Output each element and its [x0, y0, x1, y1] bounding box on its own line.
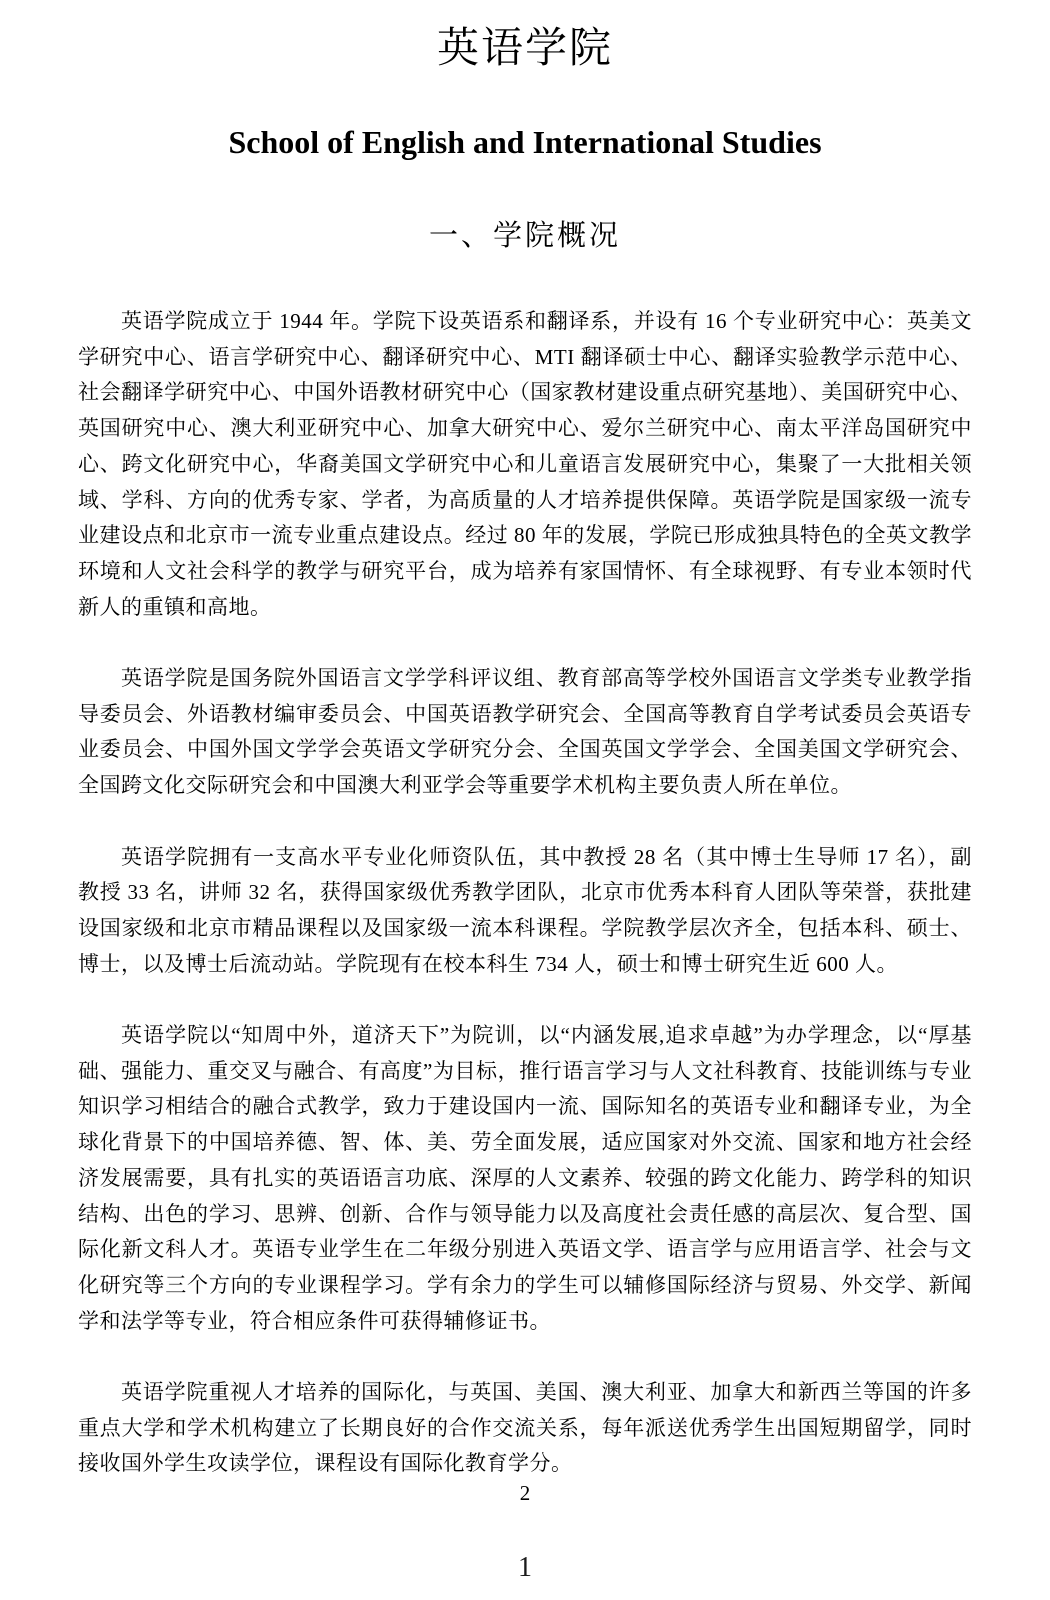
- paragraph: 英语学院是国务院外国语言文学学科评议组、教育部高等学校外国语言文学类专业教学指导委员会、外语教材编审委员会、中国英语教学研究会、全国高等教育自学考试委员会英语专业委员会、中国外国文学学会英语文学研究分会、全国英国文学学会、全国美国文学研究会、全国跨文化交际研究会和中国澳大利亚学会等重要学术机构主要负责人所在单位。: [78, 666, 972, 798]
- paragraph: 英语学院以“知周中外，道济天下”为院训，以“内涵发展,追求卓越”为办学理念，以“厚基础、强能力、重交叉与融合、有高度”为目标，推行语言学习与人文社科教育、技能训练与专业知识学习相结合的融合式教学，致力于建设国内一流、国际知名的英语专业和翻译专业，为全球化背景下的中国培养德、智、体、美、劳全面发展，适应国家对外交流、国家和地方社会经济发展需要，具有扎实的英语语言功底、深厚的人文素养、较强的跨文化能力、跨学科的知识结构、出色的学习、思辨、创新、合作与领导能力以及高度社会责任感的高层次、复合型、国际化新文科人才。英语专业学生在二年级分别进入英语文学、语言学与应用语言学、社会与文化研究等三个方向的专业课程学习。学有余力的学生可以辅修国际经济与贸易、外交学、新闻学和法学等专业，符合相应条件可获得辅修证书。: [78, 1023, 972, 1333]
- paragraph: 英语学院成立于 1944 年。学院下设英语系和翻译系，并设有 16 个专业研究中心：英美文学研究中心、语言学研究中心、翻译研究中心、MTI 翻译硕士中心、翻译实验教学示范中心、社会翻译学研究中心、中国外语教材研究中心（国家教材建设重点研究基地）、美国研究中心、英国研究中心、澳大利亚研究中心、加拿大研究中心、爱尔兰研究中心、南太平洋岛国研究中心、跨文化研究中心，华裔美国文学研究中心和儿童语言发展研究中心，集聚了一大批相关领域、学科、方向的优秀专家、学者，为高质量的人才培养提供保障。英语学院是国家级一流专业建设点和北京市一流专业重点建设点。经过 80 年的发展，学院已形成独具特色的全英文教学环境和人文社会科学的教学与研究平台，成为培养有家国情怀、有全球视野、有专业本领时代新人的重镇和高地。: [78, 309, 972, 619]
- sheet-number: 1: [518, 1552, 532, 1583]
- document-body: [78, 304, 972, 1482]
- page-subtitle: School of English and International Studies: [228, 124, 822, 160]
- page-title: 英语学院: [436, 26, 613, 72]
- paragraph: 英语学院拥有一支高水平专业化师资队伍，其中教授 28 名（其中博士生导师 17 名），副教授 33 名，讲师 32 名，获得国家级优秀教学团队，北京市优秀本科育人团队等荣誉，获批建设国家级和北京市精品课程以及国家级一流本科课程。学院教学层次齐全，包括本科、硕士、博士，以及博士后流动站。学院现有在校本科生 734 人，硕士和博士研究生近 600 人。: [78, 844, 972, 976]
- section-heading: 一、学院概况: [428, 220, 621, 252]
- page-number: 2: [519, 1481, 531, 1505]
- paragraph: 英语学院重视人才培养的国际化，与英国、美国、澳大利亚、加拿大和新西兰等国的许多重点大学和学术机构建立了长期良好的合作交流关系，每年派送优秀学生出国短期留学，同时接收国外学生攻读学位，课程设有国际化教育学分。: [78, 1380, 972, 1476]
